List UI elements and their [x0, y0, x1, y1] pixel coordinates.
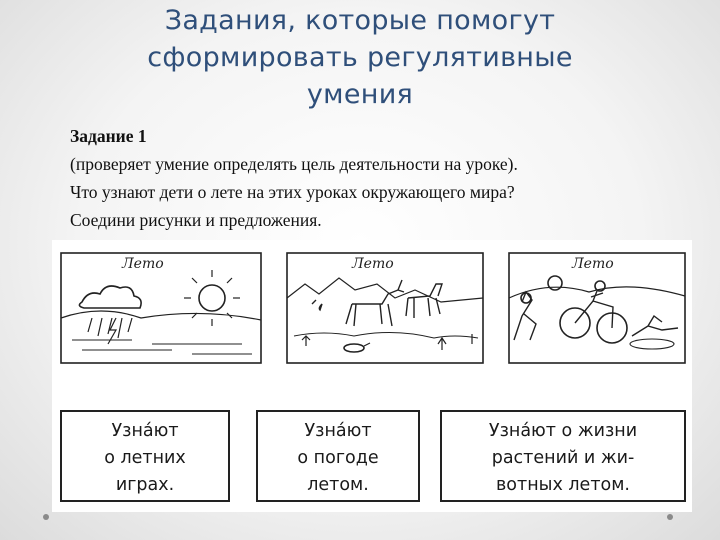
- decorative-dot: [667, 514, 673, 520]
- worksheet-image: [52, 240, 692, 512]
- card-line: о погоде: [297, 448, 379, 468]
- card-line: Узна́ют о жизни: [488, 421, 638, 441]
- picture-label: Лето: [572, 256, 614, 272]
- task-line: Соедини рисунки и предложения.: [70, 210, 322, 230]
- card-line: вотных летом.: [495, 475, 630, 495]
- title-line: умения: [306, 79, 414, 110]
- task-heading: Задание 1: [70, 126, 147, 146]
- title-line: сформировать регулятивные: [147, 42, 573, 73]
- task-line: (проверяет умение определять цель деятельности на уроке).: [70, 154, 518, 174]
- card-line: летом.: [307, 475, 369, 495]
- card-line: о летних: [104, 448, 186, 468]
- card-line: растений и жи-: [491, 448, 635, 468]
- answer-card-games: [60, 410, 230, 502]
- answer-card-weather: [256, 410, 420, 502]
- picture-label: Лето: [122, 256, 164, 272]
- decorative-dot: [43, 514, 49, 520]
- picture-label: Лето: [352, 256, 394, 272]
- task-description: [70, 122, 710, 234]
- card-line: Узна́ют: [304, 421, 372, 441]
- task-line: Что узнают дети о лете на этих уроках окружающего мира?: [70, 182, 515, 202]
- title-line: Задания, которые помогут: [164, 5, 556, 36]
- slide-title: [60, 2, 660, 113]
- answer-card-nature: [440, 410, 686, 502]
- card-line: играх.: [115, 475, 175, 495]
- card-line: Узна́ют: [111, 421, 179, 441]
